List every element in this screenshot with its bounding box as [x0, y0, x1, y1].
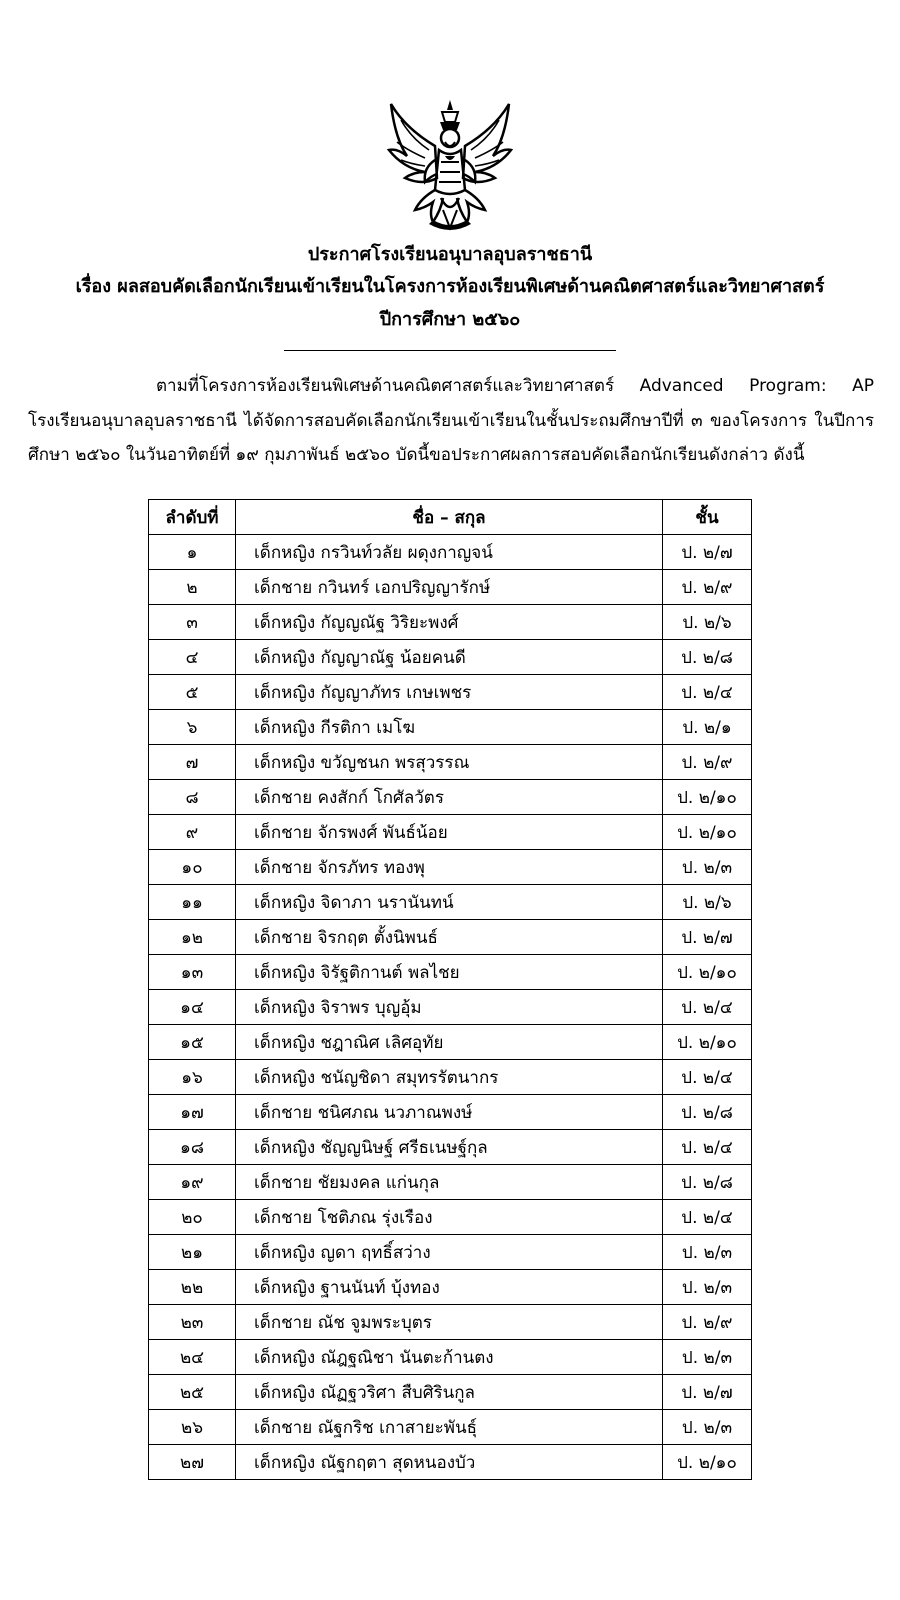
- table-row: [149, 710, 752, 745]
- announcement-title: ประกาศโรงเรียนอนุบาลอุบลราชธานี: [307, 244, 593, 265]
- garuda-emblem: [385, 98, 515, 236]
- row-number: ๑๒: [149, 920, 236, 955]
- table-row: [149, 885, 752, 920]
- student-name: เด็กหญิง จิดาภา นรานันทน์: [236, 885, 663, 920]
- row-number: ๑๕: [149, 1025, 236, 1060]
- row-number: ๒: [149, 570, 236, 605]
- class-cell: ป. ๒/๑๐: [663, 1025, 752, 1060]
- student-name: เด็กหญิง ชนัญชิดา สมุทรรัตนากร: [236, 1060, 663, 1095]
- row-number: ๒๓: [149, 1305, 236, 1340]
- class-cell: ป. ๒/๘: [663, 1165, 752, 1200]
- class-cell: ป. ๒/๖: [663, 885, 752, 920]
- row-number: ๑: [149, 535, 236, 570]
- student-name: เด็กหญิง จิราพร บุญอุ้ม: [236, 990, 663, 1025]
- row-number: ๙: [149, 815, 236, 850]
- announcement-subject: เรื่อง ผลสอบคัดเลือกนักเรียนเข้าเรียนในโครงการห้องเรียนพิเศษด้านคณิตศาสตร์และวิทยาศาสตร์: [75, 276, 825, 297]
- table-header-row: [149, 500, 752, 535]
- table-row: [149, 780, 752, 815]
- class-cell: ป. ๒/๔: [663, 675, 752, 710]
- table-row: [149, 1270, 752, 1305]
- class-cell: ป. ๒/๔: [663, 1060, 752, 1095]
- results-table: [148, 499, 752, 1480]
- table-row: [149, 605, 752, 640]
- class-cell: ป. ๒/๗: [663, 920, 752, 955]
- class-cell: ป. ๒/๔: [663, 990, 752, 1025]
- student-name: เด็กหญิง กัญญณัฐ วิริยะพงศ์: [236, 605, 663, 640]
- class-cell: ป. ๒/๔: [663, 1200, 752, 1235]
- class-cell: ป. ๒/๓: [663, 1270, 752, 1305]
- row-number: ๒๒: [149, 1270, 236, 1305]
- header-class: ชั้น: [663, 500, 752, 535]
- row-number: ๒๔: [149, 1340, 236, 1375]
- class-cell: ป. ๒/๗: [663, 535, 752, 570]
- student-name: เด็กหญิง ขวัญชนก พรสุวรรณ: [236, 745, 663, 780]
- row-number: ๑๗: [149, 1095, 236, 1130]
- student-name: เด็กชาย จักรพงศ์ พันธ์น้อย: [236, 815, 663, 850]
- student-name: เด็กหญิง ณัฐกฤตา สุดหนองบัว: [236, 1445, 663, 1480]
- student-name: เด็กหญิง จิรัฐติกานต์ พลไชย: [236, 955, 663, 990]
- table-row: [149, 535, 752, 570]
- row-number: ๑๙: [149, 1165, 236, 1200]
- class-cell: ป. ๒/๗: [663, 1375, 752, 1410]
- class-cell: ป. ๒/๓: [663, 1235, 752, 1270]
- class-cell: ป. ๒/๙: [663, 1305, 752, 1340]
- row-number: ๑๖: [149, 1060, 236, 1095]
- table-row: [149, 815, 752, 850]
- class-cell: ป. ๒/๘: [663, 640, 752, 675]
- row-number: ๕: [149, 675, 236, 710]
- table-row: [149, 920, 752, 955]
- student-name: เด็กหญิง กัญญาภัทร เกษเพชร: [236, 675, 663, 710]
- row-number: ๒๐: [149, 1200, 236, 1235]
- row-number: ๒๑: [149, 1235, 236, 1270]
- student-name: เด็กหญิง กีรติกา เมโฆ: [236, 710, 663, 745]
- table-row: [149, 1095, 752, 1130]
- row-number: ๒๗: [149, 1445, 236, 1480]
- student-name: เด็กชาย โชติภณ รุ่งเรือง: [236, 1200, 663, 1235]
- student-name: เด็กหญิง กัญญาณัฐ น้อยคนดี: [236, 640, 663, 675]
- table-row: [149, 1200, 752, 1235]
- student-name: เด็กหญิง กรวินท์วลัย ผดุงกาญจน์: [236, 535, 663, 570]
- class-cell: ป. ๒/๖: [663, 605, 752, 640]
- class-cell: ป. ๒/๑: [663, 710, 752, 745]
- header-number: ลำดับที่: [149, 500, 236, 535]
- student-name: เด็กหญิง ชฎาณิศ เลิศอุทัย: [236, 1025, 663, 1060]
- class-cell: ป. ๒/๔: [663, 1130, 752, 1165]
- table-row: [149, 1130, 752, 1165]
- class-cell: ป. ๒/๘: [663, 1095, 752, 1130]
- student-name: เด็กหญิง ญดา ฤทธิ์สว่าง: [236, 1235, 663, 1270]
- student-name: เด็กชาย จักรภัทร ทองพุ: [236, 850, 663, 885]
- class-cell: ป. ๒/๑๐: [663, 780, 752, 815]
- row-number: ๑๘: [149, 1130, 236, 1165]
- class-cell: ป. ๒/๙: [663, 745, 752, 780]
- row-number: ๗: [149, 745, 236, 780]
- table-row: [149, 570, 752, 605]
- table-row: [149, 640, 752, 675]
- student-name: เด็กชาย จิรกฤต ตั้งนิพนธ์: [236, 920, 663, 955]
- class-cell: ป. ๒/๓: [663, 1410, 752, 1445]
- row-number: ๖: [149, 710, 236, 745]
- heading-divider: [284, 350, 616, 351]
- student-name: เด็กหญิง ชัญญนิษฐ์ ศรีธเนษฐ์กุล: [236, 1130, 663, 1165]
- student-name: เด็กชาย กวินทร์ เอกปริญญารักษ์: [236, 570, 663, 605]
- row-number: ๑๓: [149, 955, 236, 990]
- table-row: [149, 1165, 752, 1200]
- row-number: ๒๖: [149, 1410, 236, 1445]
- announcement-body: [28, 369, 874, 473]
- student-name: เด็กชาย ชนิศภณ นวภาณพงษ์: [236, 1095, 663, 1130]
- class-cell: ป. ๒/๑๐: [663, 815, 752, 850]
- student-name: เด็กหญิง ฐานนันท์ บุ้งทอง: [236, 1270, 663, 1305]
- academic-year: ปีการศึกษา ๒๕๖๐: [379, 309, 521, 330]
- class-cell: ป. ๒/๙: [663, 570, 752, 605]
- class-cell: ป. ๒/๑๐: [663, 1445, 752, 1480]
- table-row: [149, 1410, 752, 1445]
- table-row: [149, 1025, 752, 1060]
- class-cell: ป. ๒/๓: [663, 1340, 752, 1375]
- table-row: [149, 850, 752, 885]
- class-cell: ป. ๒/๓: [663, 850, 752, 885]
- table-row: [149, 955, 752, 990]
- table-row: [149, 675, 752, 710]
- row-number: ๑๐: [149, 850, 236, 885]
- row-number: ๓: [149, 605, 236, 640]
- table-row: [149, 745, 752, 780]
- row-number: ๑๑: [149, 885, 236, 920]
- table-row: [149, 1375, 752, 1410]
- table-row: [149, 1340, 752, 1375]
- student-name: เด็กหญิง ณัฎฐณิชา นันตะก้านตง: [236, 1340, 663, 1375]
- student-name: เด็กหญิง ณัฏฐวริศา สืบศิรินกูล: [236, 1375, 663, 1410]
- table-row: [149, 1445, 752, 1480]
- student-name: เด็กชาย ชัยมงคล แก่นกุล: [236, 1165, 663, 1200]
- table-row: [149, 1060, 752, 1095]
- row-number: ๒๕: [149, 1375, 236, 1410]
- row-number: ๘: [149, 780, 236, 815]
- table-row: [149, 1305, 752, 1340]
- student-name: เด็กชาย คงสักก์ โกศัลวัตร: [236, 780, 663, 815]
- table-row: [149, 1235, 752, 1270]
- student-name: เด็กชาย ณัฐกริช เกาสายะพันธุ์: [236, 1410, 663, 1445]
- header-name: ชื่อ – สกุล: [236, 500, 663, 535]
- table-row: [149, 990, 752, 1025]
- row-number: ๑๔: [149, 990, 236, 1025]
- announcement-body-text: ตามที่โครงการห้องเรียนพิเศษด้านคณิตศาสตร์และวิทยาศาสตร์ Advanced Program: AP โรงเรียนอนุบาลอุบลราชธานี ได้จัดการสอบคัดเลือกนักเรียนเข้าเรียนในชั้นประถมศึกษาปีที่ ๓ ของโครงการ ในปีการศึกษา ๒๕๖๐ ในวันอาทิตย์ที่ ๑๙ กุมภาพันธ์ ๒๕๖๐ บัดนี้ขอประกาศผลการสอบคัดเลือกนักเรียนดังกล่าว ดังนี้: [28, 376, 874, 465]
- class-cell: ป. ๒/๑๐: [663, 955, 752, 990]
- student-name: เด็กชาย ณัช จูมพระบุตร: [236, 1305, 663, 1340]
- row-number: ๔: [149, 640, 236, 675]
